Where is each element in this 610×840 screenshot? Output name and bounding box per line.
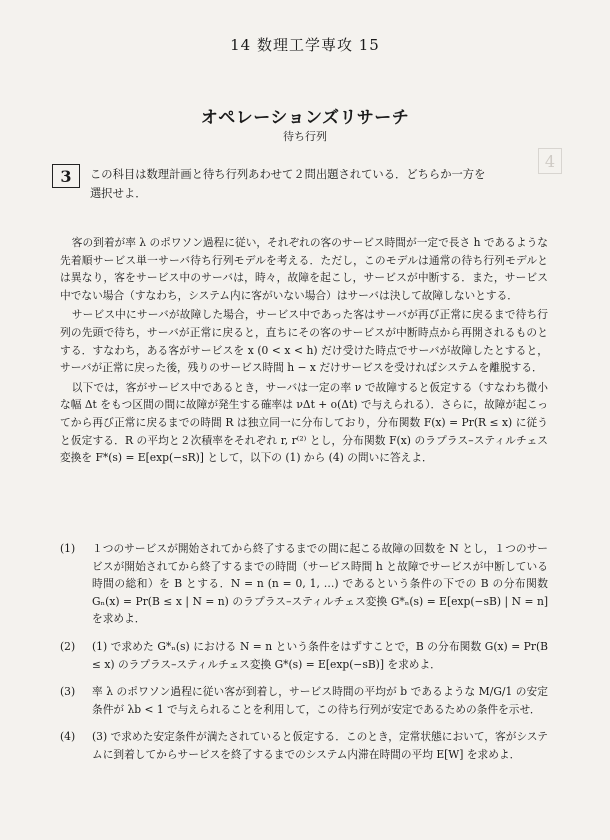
page-subtitle: 待ち行列 [283,130,327,143]
paragraph: 以下では，客がサービス中であるとき，サーバは一定の率 ν で故障すると仮定する（すなわち微小な幅 Δt をもつ区間の間に故障が発生する確率は νΔt + o(Δt) で与えられる）．さらに，故障が起こってから再び正常に戻るまでの時間 R は独立同一に分布しており，分布関数 F(x) = Pr(R ≤ x) に従うと仮定する．R の平均と２次積率をそれぞれ r, r⁽²⁾ とし，分布関数 F(x) のラプラス–スティルチェス変換を F*(s) = E[exp(−sR)] として，以下の (1) から (4) の問いに答えよ． [60,380,548,465]
question-text: (1) で求めた G*ₙ(s) における N = n という条件をはずすことで，B の分布関数 G(x) = Pr(B ≤ x) のラプラス–スティルチェス変換 G*(s) = E[exp(−sB)] を求めよ． [92,639,548,671]
question-item [60,728,548,763]
paragraph: サービス中にサーバが故障した場合，サービス中であった客はサーバが再び正常に戻るまで待ち行列の先頭で待ち，サーバが正常に戻ると，直ちにその客のサービスが中断時点から再開されるものとする．すなわち，ある客がサービスを x (0 < x < h) だけ受けた時点でサーバが故障したとすると，サーバが正常に戻った後，残りのサービス時間 h − x だけサービスを受ければシステムを離脱する． [60,308,548,375]
question-label: (1) [60,542,76,555]
question-number-box: 3 [52,164,80,188]
page-title: オペレーションズリサーチ [200,108,410,128]
question-text: １つのサービスが開始されてから終了するまでの間に起こる故障の回数を N とし，１つのサービスが開始されてから終了するまでの時間（サービス時間 h と故障でサービスが中断している時間の総和）を B とする．N = n (n = 0, 1, …) であるという条件の下での B の分布関数 Gₙ(x) = Pr(B ≤ x | N = n) のラプラス–スティルチェス変換 G*ₙ(s) = E[exp(−sB) | N = n] を求めよ． [92,542,548,626]
page-header: 14 数理工学専攻 15 [230,36,380,54]
instruction-text: この科目は数理計画と待ち行列あわせて２問出題されている．どちらか一方を選択せよ． [90,168,486,200]
problem-statement [60,234,548,469]
question-label: (4) [60,730,76,744]
bleed-through-number: 4 [538,148,562,174]
question-item [60,683,548,718]
question-item [60,540,548,628]
question-label: (3) [60,685,76,699]
sub-questions [60,540,548,774]
question-text: 率 λ のポワソン過程に従い客が到着し，サービス時間の平均が b であるような M/G/1 の安定条件が λb < 1 で与えられることを利用して，この待ち行列が安定であるための条件を示せ． [92,685,548,716]
paragraph: 客の到着が率 λ のポワソン過程に従い，それぞれの客のサービス時間が一定で長さ h であるような先着順サービス単一サーバ待ち行列モデルを考える．ただし，このモデルは通常の待ち行列モデルとは異なり，客をサービス中のサーバは，時々，故障を起こし，サービスが中断する．また，サービス中でない場合（すなわち，システム内に客がいない場合）はサーバは決して故障しないとする． [60,236,548,302]
question-text: (3) で求めた安定条件が満たされていると仮定する．このとき，定常状態において，客がシステムに到着してからサービスを終了するまでのシステム内滞在時間の平均 E[W] を求めよ． [92,730,548,761]
question-item [60,638,548,673]
question-label: (2) [60,639,76,653]
